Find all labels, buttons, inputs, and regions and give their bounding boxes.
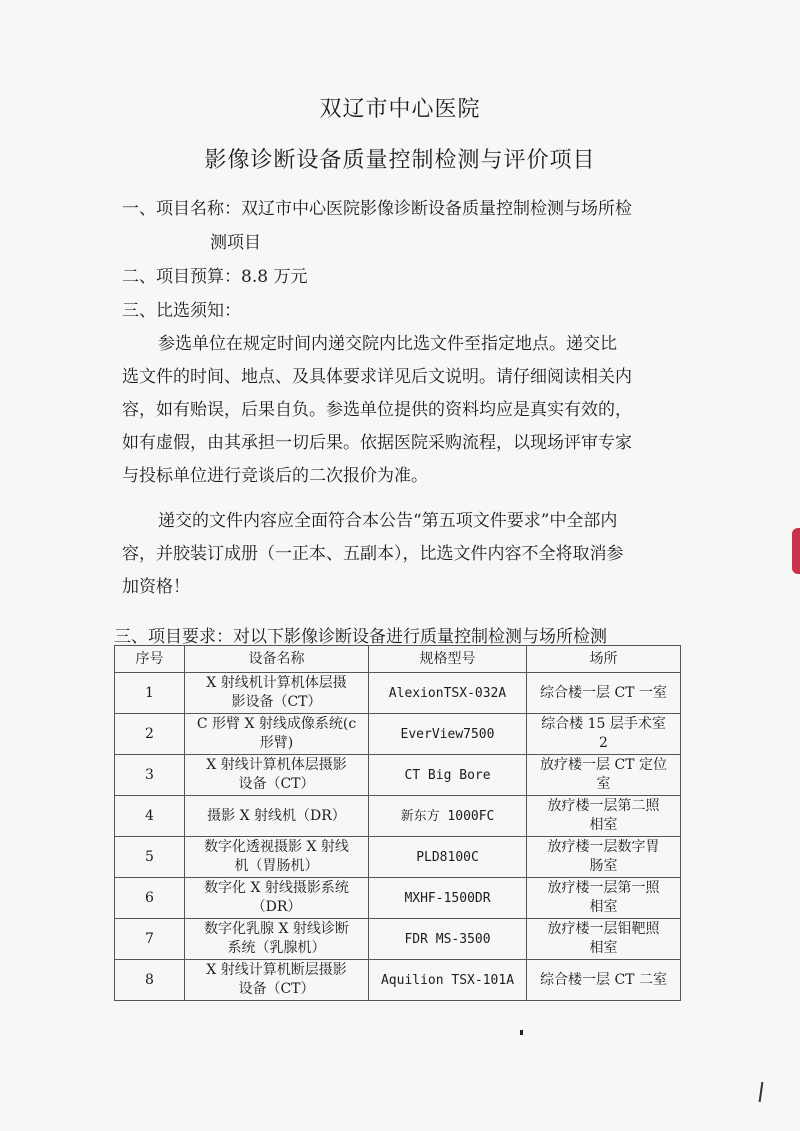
text-line: 肠室 [589, 858, 618, 874]
cell-index: 1 [115, 673, 185, 714]
cell-location [527, 837, 681, 878]
doc-title-hospital: 双辽市中心医院 [319, 97, 481, 122]
text-line: 数字化 X 射线摄影系统 [204, 880, 349, 896]
text-line: 与投标单位进行竞谈后的二次报价为准。 [122, 466, 428, 486]
section-notice-heading: 三、比选须知： [122, 301, 241, 321]
text-line: 设备（CT） [238, 981, 315, 997]
page-edge-mark [792, 528, 800, 574]
cell-model: Aquilion TSX-101A [369, 960, 527, 1001]
text-line: 数字化透视摄影 X 射线 [204, 839, 349, 855]
cell-index: 7 [115, 919, 185, 960]
cell-device-name [185, 837, 369, 878]
table-row [115, 837, 681, 878]
text-line: 容，如有贻误，后果自负。参选单位提供的资料均应是真实有效的， [122, 400, 632, 420]
text-line: 室 [596, 776, 611, 792]
table-row [115, 919, 681, 960]
text-line: 如有虚假，由其承担一切后果。依据医院采购流程，以现场评审专家 [122, 433, 632, 453]
cell-device-name [185, 878, 369, 919]
text-line: 相室 [589, 940, 618, 956]
text-line: 递交的文件内容应全面符合本公告“第五项文件要求”中全部内 [158, 511, 618, 531]
table-header-row [115, 646, 681, 673]
text-line: （DR） [251, 899, 302, 915]
cell-location [527, 796, 681, 837]
text-line: 放疗楼一层第二照 [547, 798, 660, 814]
cell-location [527, 755, 681, 796]
text-line: 机（胃肠机） [234, 858, 319, 874]
section-project-name-cont: 测项目 [210, 233, 261, 253]
text-line: 设备（CT） [238, 776, 315, 792]
section-requirements: 三、项目要求：对以下影像诊断设备进行质量控制检测与场所检测 [114, 627, 607, 647]
text-line: 相室 [589, 899, 618, 915]
cell-device-name [185, 919, 369, 960]
text-line: 综合楼一层 CT 一室 [540, 684, 667, 701]
table-row [115, 673, 681, 714]
cell-model: EverView7500 [369, 714, 527, 755]
cell-device-name [185, 714, 369, 755]
text-line: 综合楼 15 层手术室 [541, 716, 666, 732]
text-line: 2 [599, 735, 608, 751]
text-line: X 射线计算机断层摄影 [206, 962, 347, 978]
table-row [115, 960, 681, 1001]
table-row [115, 714, 681, 755]
text-line: X 射线计算机体层摄影 [206, 757, 347, 773]
cell-index: 4 [115, 796, 185, 837]
cell-index: 5 [115, 837, 185, 878]
notice-paragraph-2 [122, 505, 682, 604]
text-line: X 射线机计算机体层摄 [206, 675, 347, 691]
scan-stroke [759, 1082, 764, 1102]
text-line: 容，并胶装订成册（一正本、五副本），比选文件内容不全将取消参 [122, 544, 624, 564]
text-line: 放疗楼一层数字胃 [547, 839, 660, 855]
header-device-name: 设备名称 [185, 646, 369, 673]
equipment-table [114, 645, 681, 1001]
table-row [115, 878, 681, 919]
text-line: 影设备（CT） [231, 694, 322, 710]
cell-model: CT Big Bore [369, 755, 527, 796]
cell-model: MXHF-1500DR [369, 878, 527, 919]
cell-model: FDR MS-3500 [369, 919, 527, 960]
text-line: 摄影 X 射线机（DR） [207, 807, 346, 824]
header-location: 场所 [527, 646, 681, 673]
text-line: 系统（乳腺机） [227, 940, 326, 956]
text-line: 综合楼一层 CT 二室 [540, 971, 667, 988]
text-line: C 形臂 X 射线成像系统(c [196, 716, 357, 732]
text-line: 放疗楼一层钼靶照 [547, 921, 660, 937]
table-row [115, 796, 681, 837]
cell-location [527, 960, 681, 1001]
cell-device-name [185, 673, 369, 714]
cell-location [527, 673, 681, 714]
section-project-name: 一、项目名称：双辽市中心医院影像诊断设备质量控制检测与场所检 [122, 199, 632, 219]
cell-model: AlexionTSX-032A [369, 673, 527, 714]
text-line: 参选单位在规定时间内递交院内比选文件至指定地点。递交比 [158, 334, 617, 354]
cell-index: 8 [115, 960, 185, 1001]
text-line: 放疗楼一层第一照 [547, 880, 660, 896]
text-line: 相室 [589, 817, 618, 833]
text-line: 选文件的时间、地点、及具体要求详见后文说明。请仔细阅读相关内 [122, 367, 632, 387]
cell-location [527, 878, 681, 919]
text-line: 加资格！ [122, 577, 190, 597]
doc-title-project: 影像诊断设备质量控制检测与评价项目 [204, 148, 596, 173]
text-line: 放疗楼一层 CT 定位 [540, 757, 667, 773]
cell-device-name [185, 960, 369, 1001]
header-index: 序号 [115, 646, 185, 673]
scan-speck [520, 1030, 523, 1035]
header-model: 规格型号 [369, 646, 527, 673]
cell-index: 3 [115, 755, 185, 796]
cell-location [527, 919, 681, 960]
cell-device-name [185, 796, 369, 837]
text-line: 形臂) [259, 735, 294, 751]
table-row [115, 755, 681, 796]
cell-model: 新东方 1000FC [369, 796, 527, 837]
cell-location [527, 714, 681, 755]
cell-index: 6 [115, 878, 185, 919]
section-budget: 二、项目预算：8.8 万元 [122, 267, 308, 287]
cell-model: PLD8100C [369, 837, 527, 878]
text-line: 数字化乳腺 X 射线诊断 [204, 921, 349, 937]
notice-paragraph-1 [122, 328, 682, 493]
cell-device-name [185, 755, 369, 796]
cell-index: 2 [115, 714, 185, 755]
